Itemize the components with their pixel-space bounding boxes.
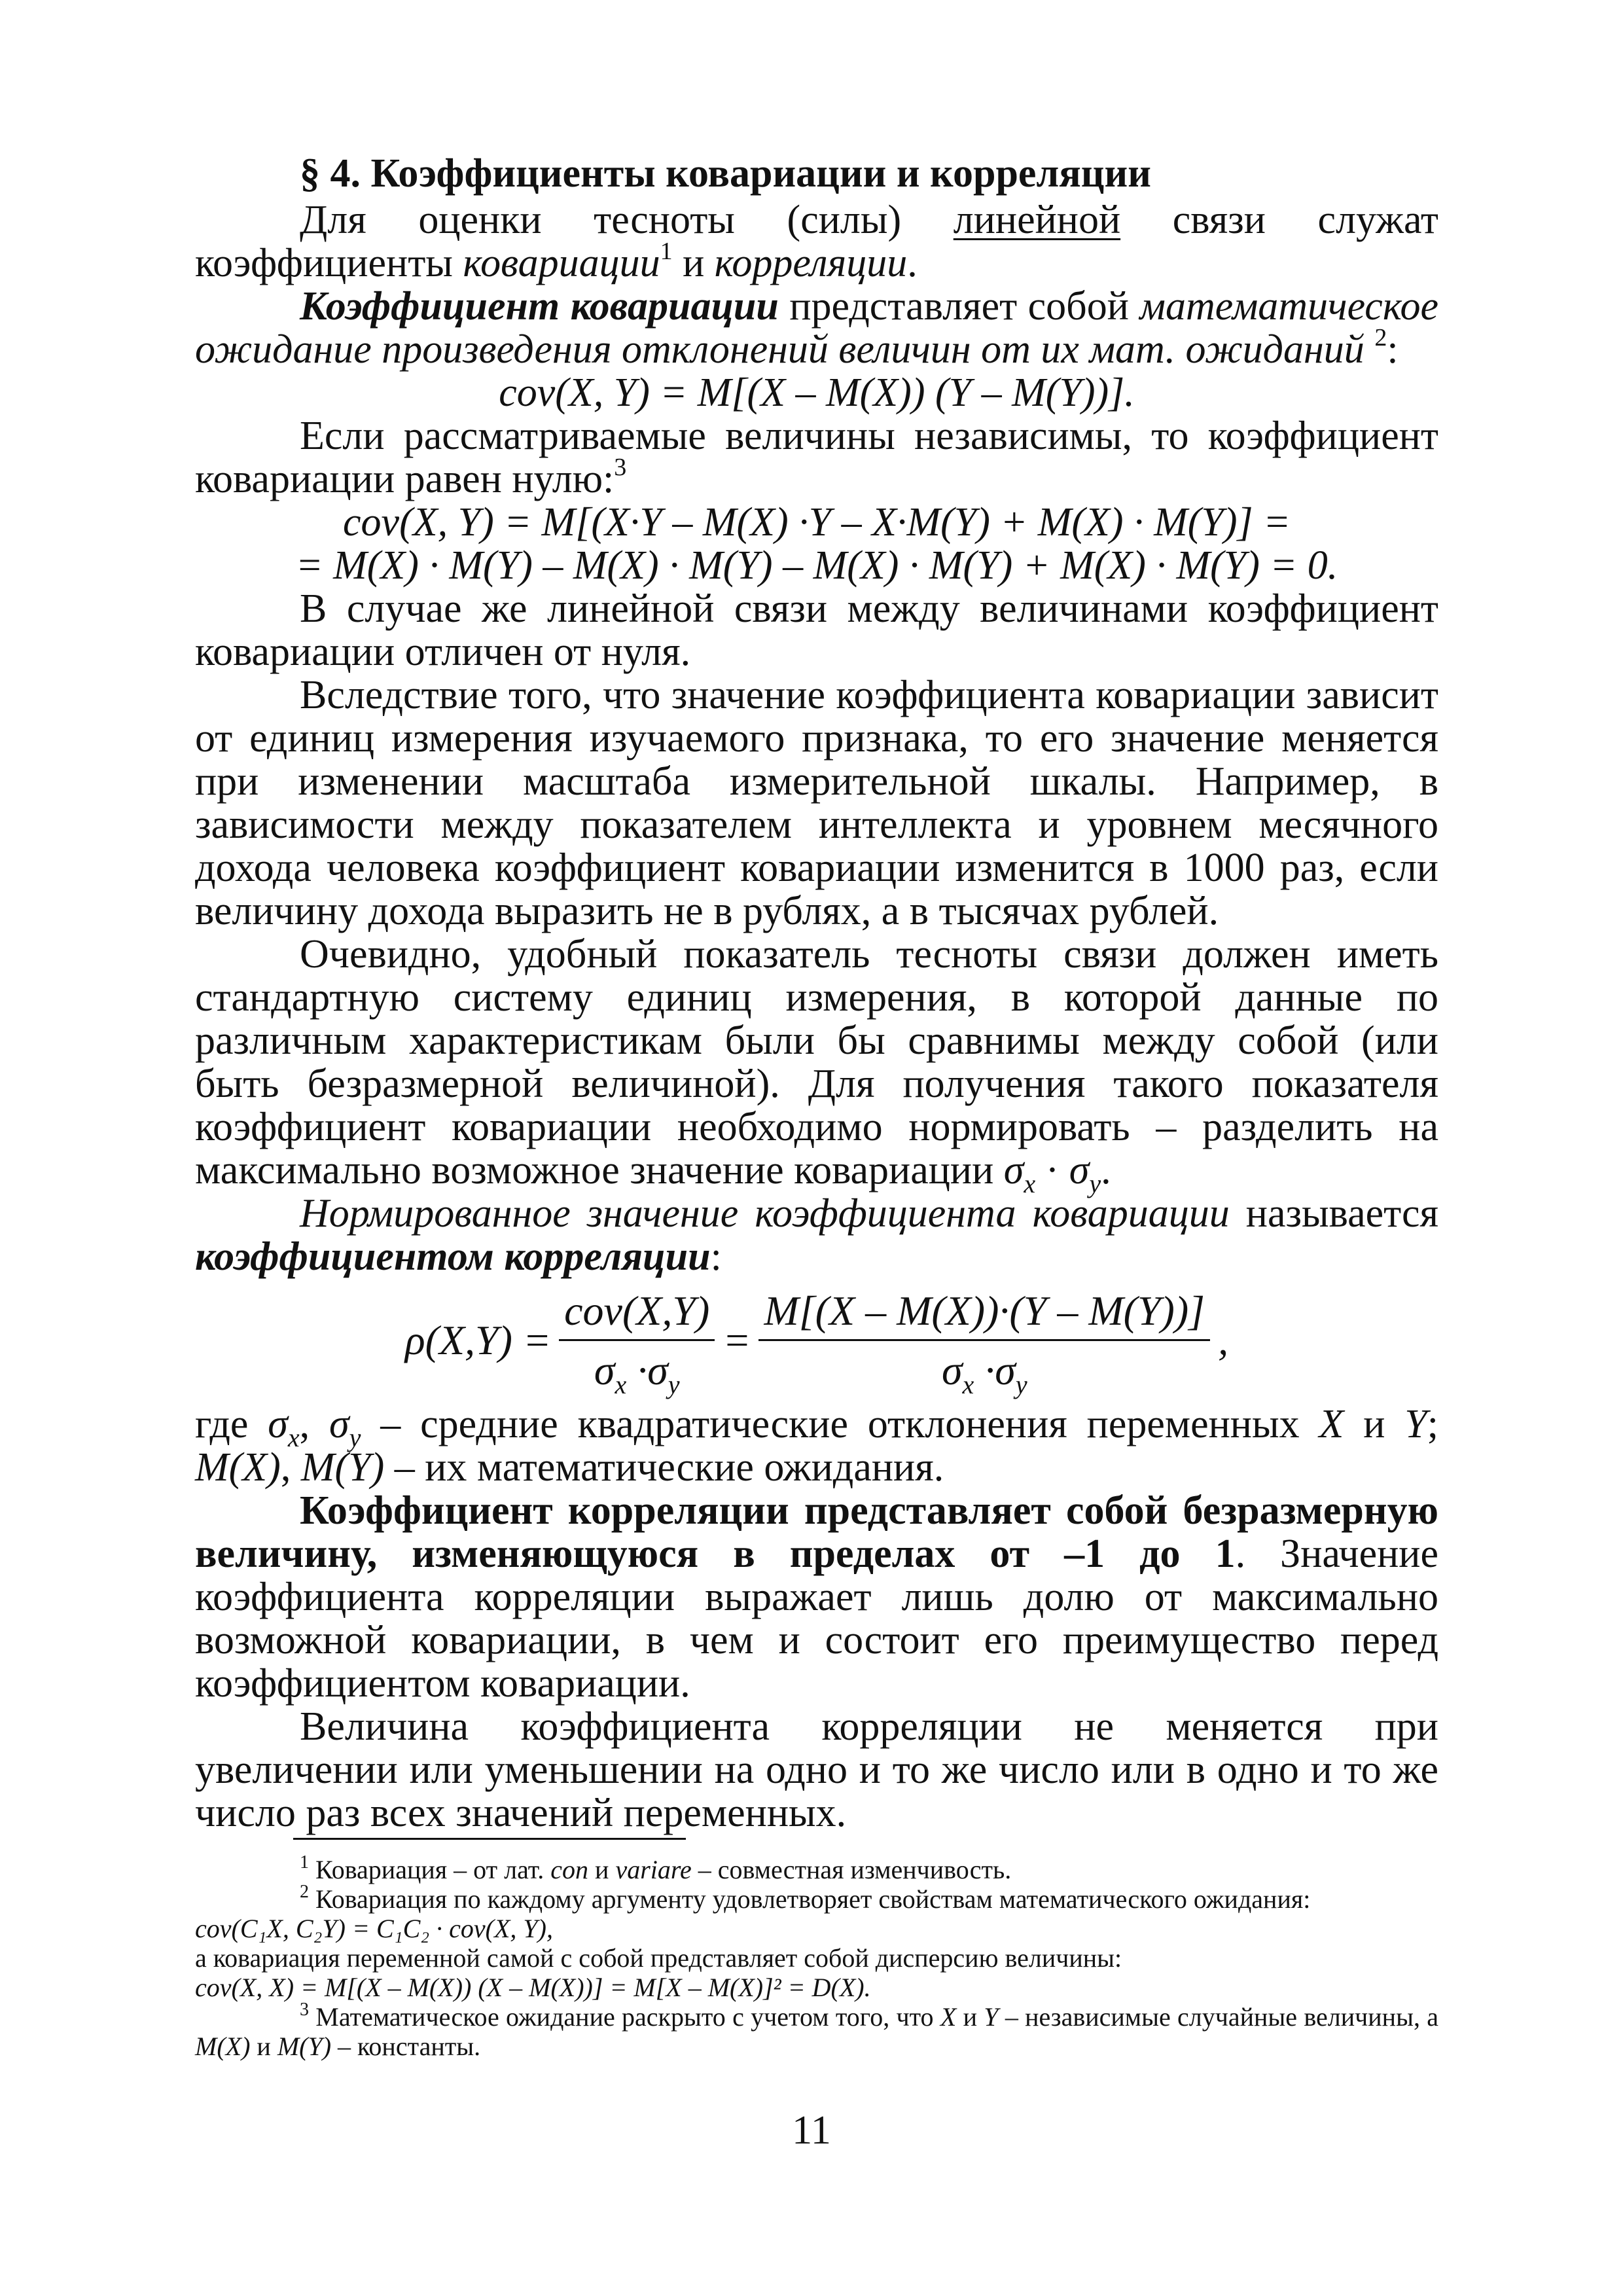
key-statement: Коэффициент корреляции представляет собой безразмерную величину, изменяющуюся в пределах от –1 до 1 (195, 1488, 1438, 1576)
text: и (672, 241, 715, 285)
paragraph-3 (195, 414, 1438, 501)
formula-independent-line-1: cov(X, Y) = M[(X·Y – M(X) ·Y – X·M(Y) + M(X) · M(Y)] = (343, 500, 1291, 545)
underlined-term: линейной (953, 198, 1121, 242)
equals-sign: = (722, 1317, 751, 1363)
text: Если рассматриваемые величины независимы, то коэффициент ковариации равен нулю: (195, 414, 1438, 501)
footnote-2-formula-1: cov(C₁X, C₂Y) = C₁C₂ · cov(X, Y), (195, 1914, 553, 1943)
text: и (956, 2002, 984, 2032)
formula-comma: , (1218, 1317, 1229, 1363)
paragraph-6 (195, 932, 1438, 1198)
footnote-ref-2: 2 (1374, 324, 1387, 351)
paragraph-1 (195, 198, 1438, 285)
text (1364, 327, 1375, 372)
paragraph-4: В случае же линейной связи между величинами коэффициент ковариации отличен от нуля. (195, 586, 1438, 674)
text: – их математические ожидания. (384, 1445, 944, 1490)
paragraph-5: Вследствие того, что значение коэффициента ковариации зависит от единиц измерения изучаемого признака, то его значение меняется при изменении масштаба измерительной шкалы. Например, в зависимости между показателем интеллекта и уровнем месячного дохода человека коэффициент ковариации изменится в 1000 раз, если величину дохода выразить не в рублях, а в тысячах рублей. (195, 673, 1438, 933)
sigma-symbol: σ (594, 1346, 615, 1393)
sigma-symbol: σ (1003, 1148, 1024, 1193)
sigma-symbol: σ (1069, 1148, 1090, 1193)
fraction-1-numerator: cov(X,Y) (559, 1287, 715, 1341)
subscript-x: x (615, 1369, 627, 1399)
formula-independent-line-2: = M(X) · M(Y) – M(X) · M(Y) – M(X) · M(Y) + M(X) · M(Y) = 0. (295, 543, 1338, 588)
text: . Значение коэффициента корреляции выражает лишь долю от максимально возможной ковариации, в чем и состоит его преимущество перед коэффициентом ковариации. (195, 1532, 1439, 1706)
text: и (1344, 1402, 1405, 1446)
expectation-y: M(Y) (300, 1445, 385, 1490)
text: Математическое ожидание раскрыто с учетом того, что (309, 2002, 940, 2032)
footnotes (195, 1852, 1438, 2061)
paragraph-9 (195, 1489, 1438, 1705)
footnote-2 (195, 1884, 1438, 1914)
sigma-symbol: σ (329, 1402, 349, 1446)
text: Для оценки тесноты (силы) (300, 198, 954, 242)
sigma-symbol: ·σ (974, 1346, 1016, 1393)
text: ; (1427, 1402, 1439, 1446)
sigma-symbol: ·σ (626, 1346, 668, 1393)
subscript-y: y (1015, 1369, 1027, 1399)
footnote-ref-3: 3 (614, 454, 627, 481)
text: Ковариация – от лат. (309, 1855, 551, 1884)
term-correlation-coefficient: коэффициентом корреляции (195, 1234, 711, 1279)
fraction-2-numerator: M[(X – M(X))·(Y – M(Y))] (758, 1287, 1210, 1341)
footnote-mark: 3 (300, 2000, 309, 2020)
text: . (907, 241, 918, 285)
variable-y: Y (984, 2002, 999, 2032)
subscript-x: x (1024, 1169, 1036, 1198)
definition-text: Нормированное значение коэффициента ковариации (300, 1191, 1230, 1236)
fraction-1 (559, 1287, 715, 1399)
text: – константы. (331, 2032, 481, 2061)
footnote-mark: 2 (300, 1882, 309, 1902)
footnote-2-formula-2: cov(X, X) = M[(X – M(X)) (X – M(X))] = M[X – M(X)]² = D(X). (195, 1973, 871, 2002)
text: : (1387, 327, 1399, 372)
text: и (250, 2032, 277, 2061)
text: где (195, 1402, 268, 1446)
term-correlation: корреляции (714, 241, 908, 285)
text: , (299, 1402, 329, 1446)
section-heading: § 4. Коэффициенты ковариации и корреляции (300, 151, 1151, 196)
expectation-x: M(X) (195, 1445, 281, 1490)
formula-lhs: ρ(X,Y) = (404, 1317, 552, 1363)
footnote-3 (195, 2002, 1438, 2061)
subscript-y: y (349, 1423, 361, 1452)
footnote-1 (195, 1852, 1438, 1884)
sigma-symbol: σ (941, 1346, 963, 1393)
text: называется (1229, 1191, 1439, 1236)
text: – совместная изменчивость. (691, 1855, 1012, 1884)
text: и (588, 1855, 616, 1884)
text: · (1035, 1148, 1069, 1193)
subscript-x: x (962, 1369, 974, 1399)
formula-correlation (195, 1278, 1438, 1403)
expectation-y: M(Y) (277, 2032, 332, 2061)
variable-x: X (1319, 1402, 1344, 1446)
text: представляет собой (778, 284, 1140, 329)
subscript-x: x (287, 1423, 300, 1452)
variable-x: X (940, 2002, 957, 2032)
paragraph-2 (195, 285, 1438, 371)
sigma-symbol: σ (268, 1402, 288, 1446)
fraction-2 (758, 1287, 1210, 1399)
paragraph-10: Величина коэффициента корреляции не меняется при увеличении или уменьшении на одно и то же число или в одно и то же число раз всех значений переменных. (195, 1704, 1438, 1835)
main-text (195, 152, 1438, 1835)
subscript-y: y (1089, 1169, 1101, 1198)
paragraph-8 (195, 1403, 1438, 1489)
subscript-y: y (668, 1369, 680, 1399)
text: связи служат коэффициенты (195, 198, 1438, 285)
paragraph-7 (195, 1192, 1438, 1278)
footnote-ref-1: 1 (660, 238, 673, 265)
latin-word: variare (615, 1855, 692, 1884)
footnote-2-continuation: а ковариация переменной самой с собой представляет собой дисперсию величины: (195, 1943, 1122, 1973)
text: – средние квадратические отклонения переменных (361, 1402, 1319, 1446)
text: , (280, 1445, 301, 1490)
formula-covariance: cov(X, Y) = M[(X – M(X)) (Y – M(Y))]. (499, 370, 1135, 415)
text: – независимые случайные величины, а (998, 2002, 1438, 2032)
page-number: 11 (792, 2108, 831, 2153)
expectation-x: M(X) (195, 2032, 251, 2061)
term-covariance-coefficient: Коэффициент ковариации (300, 284, 779, 329)
fraction-1-denominator (594, 1341, 680, 1399)
footnote-mark: 1 (300, 1852, 309, 1873)
text: Очевидно, удобный показатель тесноты связи должен иметь стандартную систему единиц измерения, в которой данные по различным характеристикам были бы сравнимы между собой (или быть безразмерной величиной). Для получения такого показателя коэффициент ковариации необходимо нормировать – разделить на максимально возможное значение ковариации (195, 932, 1438, 1193)
term-covariance: ковариации (463, 241, 660, 285)
text: : (710, 1234, 722, 1279)
latin-word: con (550, 1855, 589, 1884)
variable-y: Y (1404, 1402, 1427, 1446)
text: Ковариация по каждому аргументу удовлетворяет свойствам математического ожидания: (309, 1884, 1311, 1914)
text: . (1101, 1148, 1111, 1193)
definition-text: математическое ожидание произведения отклонений величин от их мат. ожиданий (195, 284, 1438, 372)
fraction-2-denominator (941, 1341, 1027, 1399)
footnote-separator (293, 1838, 686, 1840)
